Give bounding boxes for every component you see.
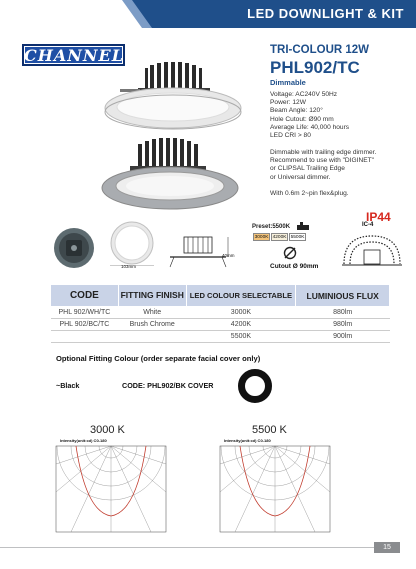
- spec-cri: LED CRI > 80: [270, 132, 311, 140]
- polar-diagram-5500k: [210, 442, 340, 540]
- dimming-note-line: Recommend to use with "DIGINET": [270, 157, 374, 165]
- k-option-3000: 3000K: [254, 235, 269, 240]
- cell-colour: 4200K: [186, 319, 296, 331]
- front-view-image: [104, 220, 159, 266]
- product-photo-white: [98, 62, 248, 142]
- width-dimension: 103mm: [121, 264, 137, 269]
- ip-rating: IP44: [366, 210, 391, 224]
- polar-title-3000k: 3000 K: [90, 424, 125, 436]
- polar-diagram-3000k: [46, 442, 176, 540]
- insulation-icon: [340, 230, 404, 268]
- cell-flux: 880lm: [296, 307, 390, 319]
- dimming-note: [270, 149, 410, 182]
- dimmable-label: Dimmable: [270, 78, 306, 87]
- flex-note: With 0.6m 2~pin flex&plug.: [270, 190, 349, 197]
- switch-icon: [296, 222, 310, 232]
- footer-rule: [0, 547, 374, 548]
- header-title: LED DOWNLIGHT & KIT: [247, 6, 404, 21]
- spec-life: Average Life: 40,000 hours: [270, 123, 350, 131]
- preset-label: Preset:5500K: [252, 224, 291, 230]
- spec-power: Power: 12W: [270, 99, 306, 107]
- optional-cover-code: CODE: PHL902/BK COVER: [122, 381, 214, 390]
- cell-finish: Brush Chrome: [118, 319, 186, 331]
- optional-colour-title: Optional Fitting Colour (order separate facial cover only): [56, 354, 261, 363]
- dimming-note-line: Dimmable with trailing edge dimmer.: [270, 149, 377, 156]
- col-header-flux: LUMINIOUS FLUX: [296, 285, 390, 307]
- brand-logo: CHANNEL: [24, 46, 124, 65]
- spec-table: [50, 284, 390, 343]
- side-profile-diagram: [166, 235, 234, 269]
- cell-colour: 3000K: [186, 307, 296, 319]
- product-model: PHL902/TC: [270, 58, 360, 77]
- cell-flux: 900lm: [296, 331, 390, 343]
- cell-code: PHL 902/BC/TC: [51, 319, 119, 331]
- cutout-icon: [282, 246, 298, 260]
- spec-hole-cutout: Hole Cutout: Ø90 mm: [270, 115, 334, 123]
- k-option-4200: 4200K: [272, 235, 287, 240]
- dimming-note-line: or CLIPSAL Trailing Edge: [270, 165, 345, 173]
- k-option-5500: 5500K: [290, 235, 305, 240]
- product-headline: TRI-COLOUR 12W: [270, 44, 370, 56]
- col-header-colour: LED COLOUR SELECTABLE: [186, 285, 296, 307]
- spec-list: [270, 91, 349, 140]
- table-row: [51, 331, 390, 343]
- table-row: [51, 307, 390, 319]
- spec-beam-angle: Beam Angle: 120°: [270, 107, 323, 115]
- cell-finish: White: [118, 307, 186, 319]
- cell-colour: 5500K: [186, 331, 296, 343]
- page-number: 15: [374, 542, 400, 553]
- product-photo-chrome: [100, 138, 250, 220]
- cell-code: [51, 331, 119, 343]
- polar-caption: Intensity(unit:cd) C0-180: [224, 438, 271, 443]
- table-row: [51, 319, 390, 331]
- rear-view-image: [52, 226, 96, 270]
- ic-rating: IC-4: [362, 222, 374, 228]
- height-dimension: 40mm: [222, 253, 235, 258]
- polar-caption: Intensity(unit:cd) C0-180: [60, 438, 107, 443]
- col-header-code: CODE: [51, 285, 119, 307]
- cell-flux: 980lm: [296, 319, 390, 331]
- polar-title-5500k: 5500 K: [252, 424, 287, 436]
- col-header-finish: FITTING FINISH: [118, 285, 186, 307]
- cutout-label: Cutout Ø 90mm: [270, 263, 319, 270]
- cell-code: PHL 902/WH/TC: [51, 307, 119, 319]
- cell-finish: [118, 331, 186, 343]
- black-cover-image: [238, 369, 272, 403]
- dimming-note-line: or Universal dimmer.: [270, 173, 331, 181]
- optional-colour-name: ~Black: [56, 381, 80, 390]
- spec-voltage: Voltage: AC240V 50Hz: [270, 91, 338, 98]
